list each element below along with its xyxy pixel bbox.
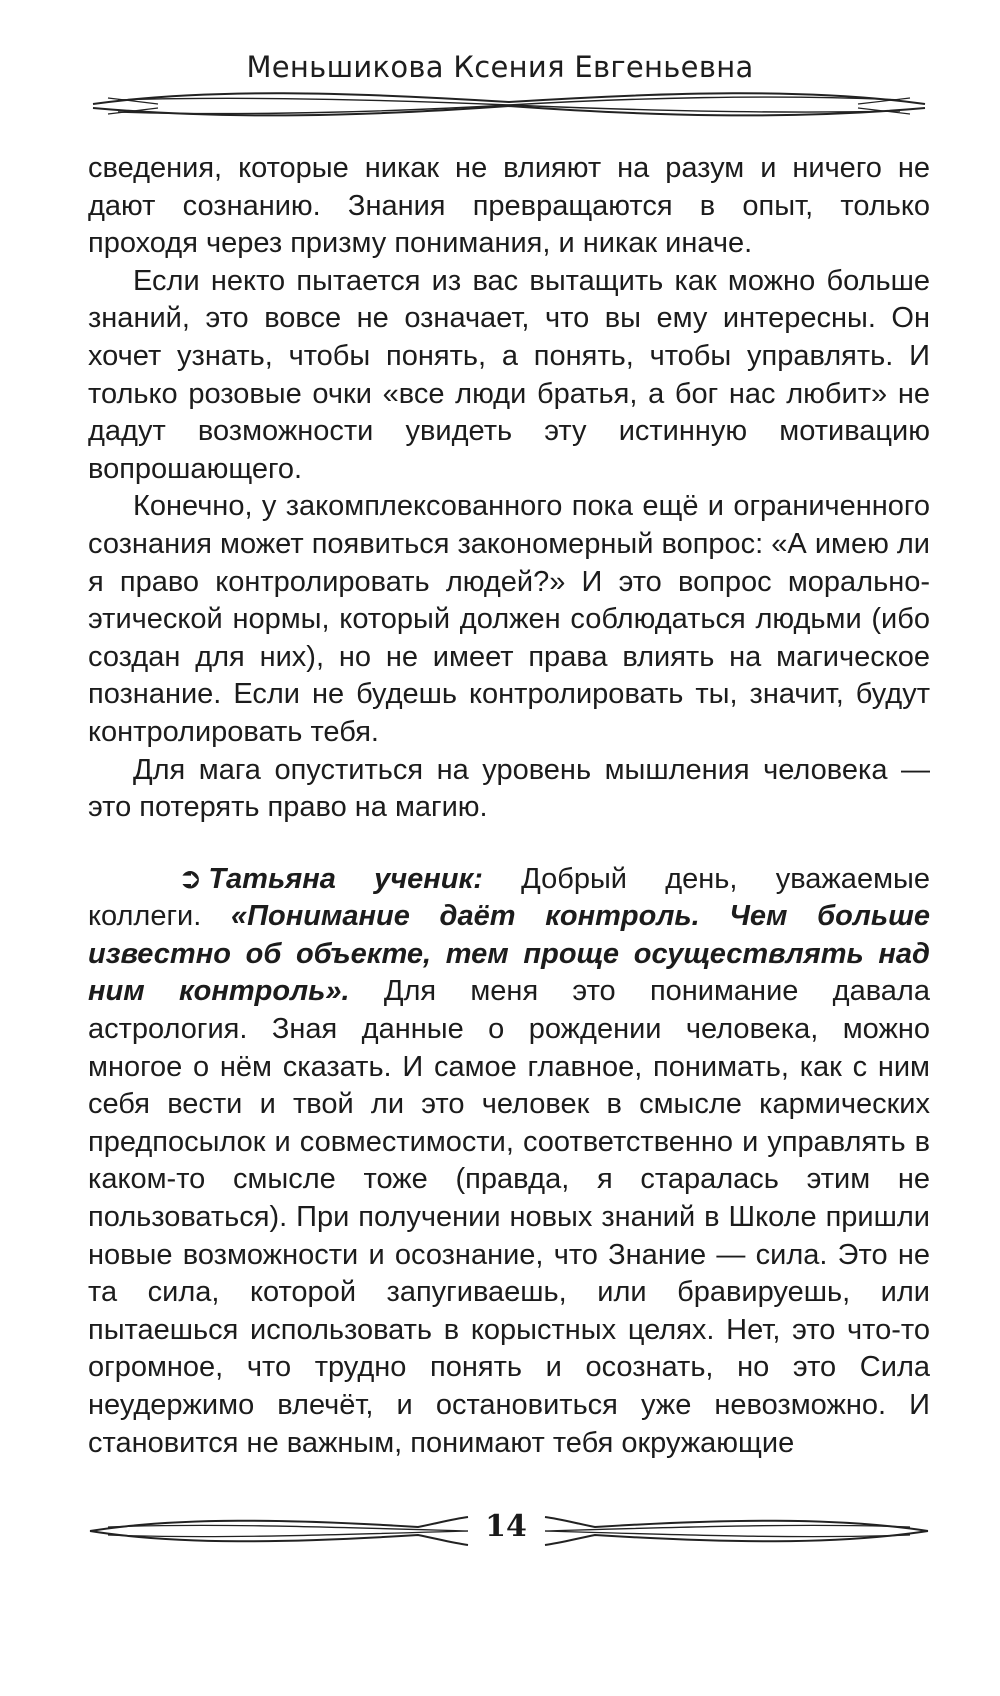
footer-ornament-left bbox=[88, 1513, 473, 1549]
body-text bbox=[88, 150, 930, 1462]
paragraph: Конечно, у закомплексованного пока ещё и ограниченного сознания может появиться закономерный вопрос: «А имею ли я право контролировать людей?» И это вопрос морально-этической нормы, который должен соблюдаться людьми (ибо создан для них), но не имеет права влиять на магическое познание. Если не будешь контролировать ты, значит, будут контролировать тебя. bbox=[88, 490, 931, 748]
paragraph: Для мага опуститься на уровень мышления человека — это потерять право на магию. bbox=[88, 753, 930, 824]
paragraph: Если некто пытается из вас вытащить как можно больше знаний, это вовсе не означает, что вы ему интересны. Он хочет узнать, чтобы понять, а понять, чтобы управлять. И только розовые очки «все люди братья, а бог нас любит» не дадут возможности увидеть эту истинную мотивацию вопрошающего. bbox=[88, 264, 930, 485]
running-header-title: Меньшикова Ксения Евгеньевна bbox=[246, 50, 754, 84]
paragraph-continuation: сведения, которые никак не влияют на разум и ничего не дают сознанию. Знания превращаются в опыт, только проходя через призму понимания, и никак иначе. bbox=[88, 152, 930, 260]
footer-ornament-right bbox=[540, 1513, 930, 1549]
header-ornament bbox=[88, 86, 930, 126]
dialogue-paragraph bbox=[88, 861, 930, 1463]
dialogue-text: Для меня это понимание давала астрология. Зная данные о рождении человека, можно многое о нём сказать. И самое главное, понимать, как с ним себя вести и твой ли это человек в смысле кармических предпосылок и совместимости, соответственно и управлять в каком-то смысле тоже (правда, я старалась этим не пользоваться). При получении новых знаний в Школе пришли новые возможности и осознание, что Знание — сила. Это не та сила, которой запугиваешь, или бравируешь, или пытаешься использовать в корыстных целях. Нет, это что-то огромное, что трудно понять и осознать, но это Сила неудержимо влечёт, и остановиться уже невозможно. И становится не важным, понимают тебя окружающие bbox=[88, 975, 930, 1459]
page-number: 14 bbox=[485, 1509, 527, 1544]
dialogue-intro: Добрый день, уважаемые коллеги. bbox=[88, 862, 930, 933]
speaker-name: Татьяна ученик: bbox=[208, 862, 483, 895]
paragraph-gap bbox=[88, 827, 930, 861]
dialogue-quote: «Понимание даёт контроль. Чем больше известно об объекте, тем проще осуществлять над ним контроль». bbox=[88, 900, 930, 1008]
arrow-marker-icon: ➲ bbox=[178, 862, 203, 895]
